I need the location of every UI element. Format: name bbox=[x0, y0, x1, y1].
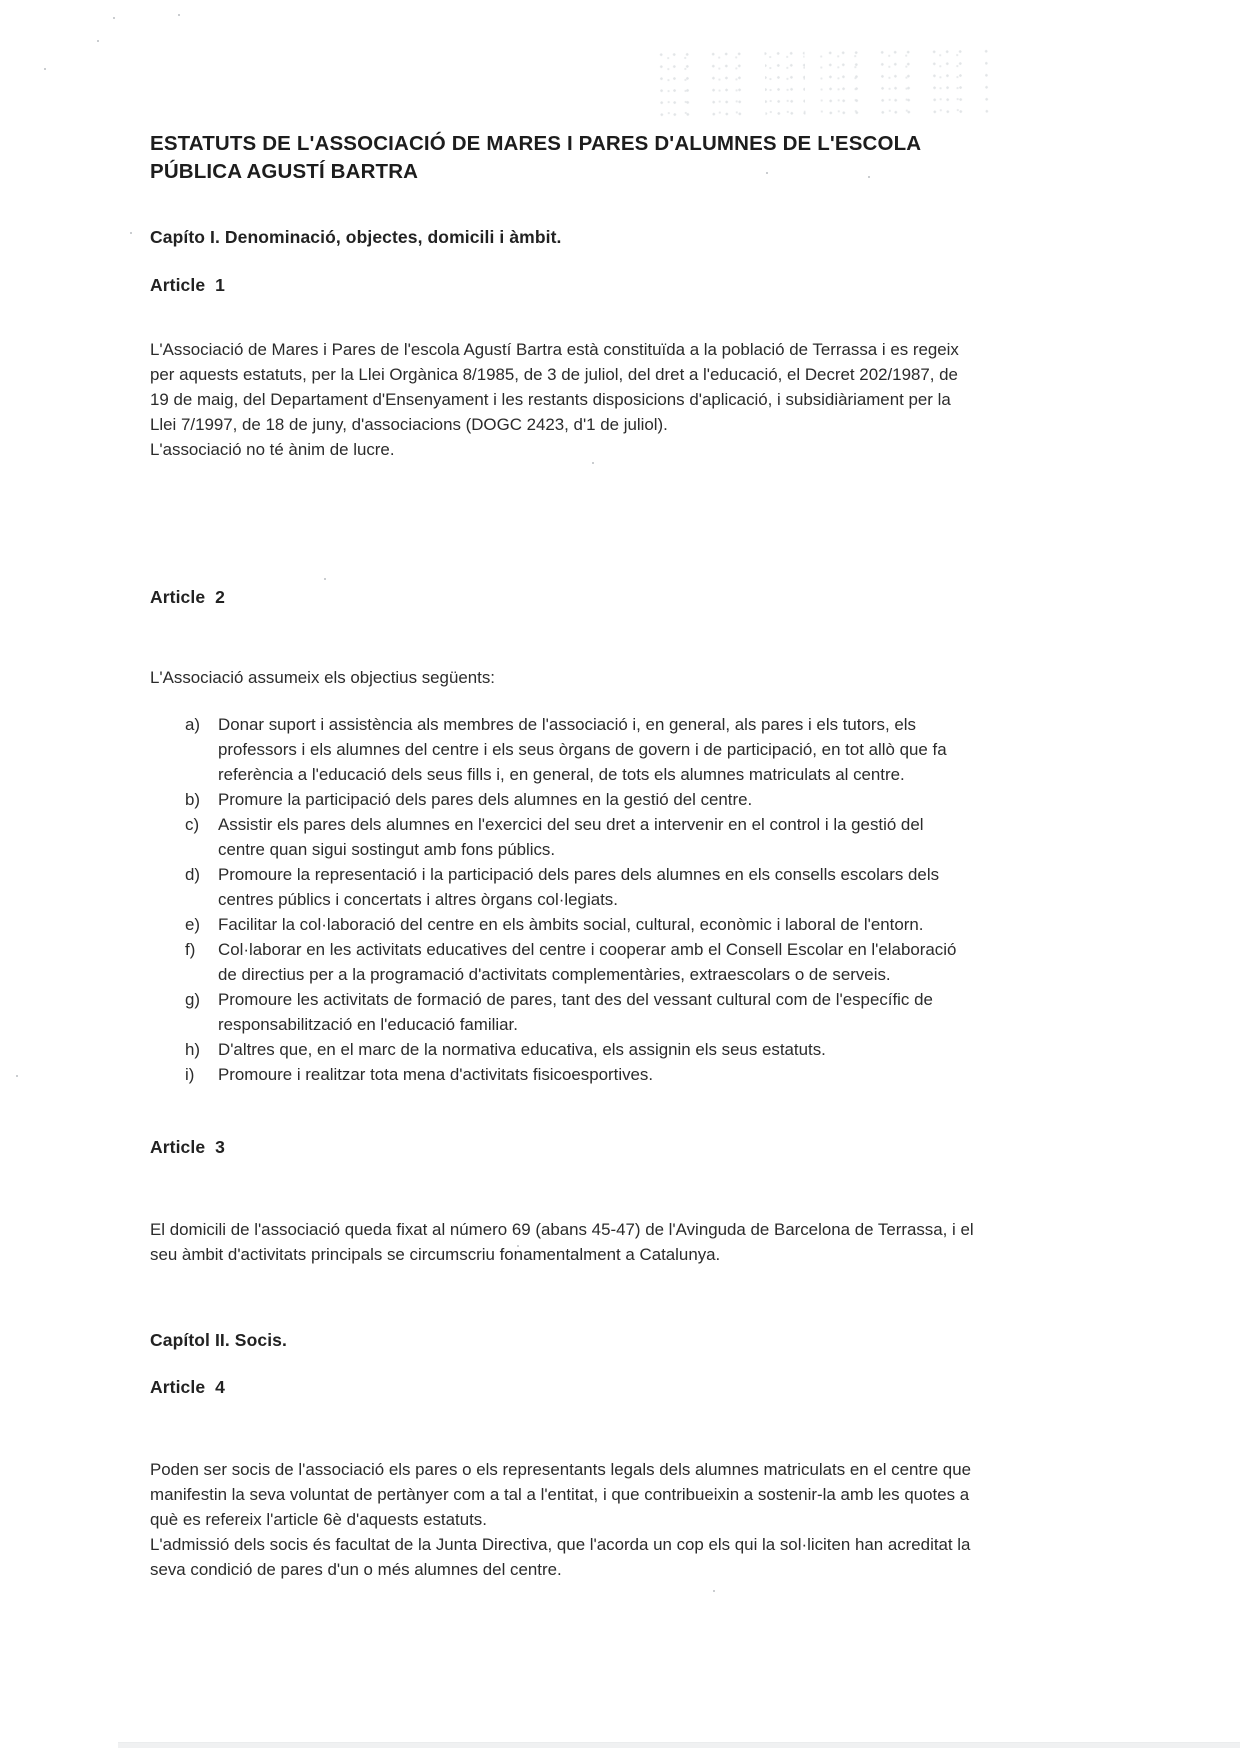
chapter2-heading: Capítol II. Socis. bbox=[150, 1330, 287, 1350]
scan-speck bbox=[713, 1590, 715, 1592]
list-item-text: Col·laborar en les activitats educatives del centre i cooperar amb el Consell Escolar en l'elaboració de directius per a la programació d'activitats complementàries, extraescolars o de serveis. bbox=[218, 940, 957, 984]
article1-body bbox=[150, 337, 974, 462]
list-item bbox=[150, 712, 974, 787]
list-item-text: Assistir els pares dels alumnes en l'exercici del seu dret a intervenir en el control i la gestió del centre quan sigui sostingut amb fons públics. bbox=[218, 815, 924, 859]
article3-heading: Article 3 bbox=[150, 1137, 225, 1157]
list-item bbox=[150, 787, 974, 812]
faint-stamp-mark bbox=[655, 45, 991, 123]
scan-speck bbox=[324, 578, 326, 580]
scan-speck bbox=[44, 68, 46, 70]
article1-heading: Article 1 bbox=[150, 275, 225, 295]
list-item bbox=[150, 1037, 974, 1062]
list-item-text: D'altres que, en el marc de la normativa educativa, els assignin els seus estatuts. bbox=[218, 1040, 826, 1059]
article2-intro: L'Associació assumeix els objectius següents: bbox=[150, 668, 495, 687]
list-item-label: d) bbox=[185, 865, 201, 884]
list-item-label: h) bbox=[185, 1040, 201, 1059]
article3-body: El domicili de l'associació queda fixat al número 69 (abans 45-47) de l'Avinguda de Barcelona de Terrassa, i el seu àmbit d'activitats principals se circumscriu fonamentalment a Catalunya. bbox=[150, 1220, 974, 1264]
list-item-text: Promoure la representació i la participació dels pares dels alumnes en els consells escolars dels centres públics i concertats i altres òrgans col·legiats. bbox=[218, 865, 940, 909]
article4-paragraph1: Poden ser socis de l'associació els pares o els representants legals dels alumnes matriculats en el centre que manifestin la seva voluntat de pertànyer com a tal a l'entitat, i que contribueixin a sostenir-la amb les quotes a què es refereix l'article 6è d'aquests estatuts. bbox=[150, 1460, 971, 1529]
article1-paragraph2: L'associació no té ànim de lucre. bbox=[150, 440, 395, 459]
list-item-label: f) bbox=[185, 940, 196, 959]
document-title: ESTATUTS DE L'ASSOCIACIÓ DE MARES I PARES D'ALUMNES DE L'ESCOLA PÚBLICA AGUSTÍ BARTRA bbox=[150, 132, 921, 183]
list-item-text: Promoure les activitats de formació de pares, tant des del vessant cultural com de l'específic de responsabilització en l'educació familiar. bbox=[218, 990, 933, 1034]
page-bottom-scan-line bbox=[118, 1742, 1240, 1748]
list-item bbox=[150, 937, 974, 987]
scan-speck bbox=[592, 462, 594, 464]
scan-speck bbox=[97, 40, 99, 42]
article4-paragraph2: L'admissió dels socis és facultat de la Junta Directiva, que l'acorda un cop els qui la sol·liciten han acreditat la seva condició de pares d'un o més alumnes del centre. bbox=[150, 1535, 971, 1579]
list-item bbox=[150, 987, 974, 1037]
list-item-text: Promoure i realitzar tota mena d'activitats fisicoesportives. bbox=[218, 1065, 654, 1084]
list-item-label: a) bbox=[185, 715, 201, 734]
article2-heading: Article 2 bbox=[150, 587, 225, 607]
list-item-text: Facilitar la col·laboració del centre en els àmbits social, cultural, econòmic i laboral de l'entorn. bbox=[218, 915, 924, 934]
scan-speck bbox=[16, 1075, 18, 1077]
scan-speck bbox=[130, 232, 132, 234]
scan-speck bbox=[113, 17, 115, 19]
article4-heading: Article 4 bbox=[150, 1377, 225, 1397]
list-item bbox=[150, 812, 974, 862]
list-item-label: i) bbox=[185, 1065, 195, 1084]
list-item-label: e) bbox=[185, 915, 201, 934]
scan-speck bbox=[178, 14, 180, 16]
list-item bbox=[150, 1062, 974, 1087]
chapter1-heading: Capíto I. Denominació, objectes, domicili i àmbit. bbox=[150, 227, 562, 247]
list-item bbox=[150, 912, 974, 937]
list-item-text: Promure la participació dels pares dels alumnes en la gestió del centre. bbox=[218, 790, 753, 809]
list-item bbox=[150, 862, 974, 912]
list-item-text: Donar suport i assistència als membres de l'associació i, en general, als pares i els tutors, els professors i els alumnes del centre i els seus òrgans de govern i de participació, en tot allò que fa referència a l'educació dels seus fills i, en general, de tots els alumnes matriculats al centre. bbox=[218, 715, 947, 784]
article1-paragraph: L'Associació de Mares i Pares de l'escola Agustí Bartra està constituïda a la població de Terrassa i es regeix per aquests estatuts, per la Llei Orgànica 8/1985, de 3 de juliol, del dret a l'educació, el Decret 202/1987, de 19 de maig, del Departament d'Ensenyament i les restants disposicions d'aplicació, i subsidiàriament per la Llei 7/1997, de 18 de juny, d'associacions (DOGC 2423, d'1 de juliol). bbox=[150, 340, 959, 434]
article4-body bbox=[150, 1457, 974, 1582]
article2-objectives-list bbox=[150, 712, 974, 1087]
list-item-label: c) bbox=[185, 815, 200, 834]
list-item-label: b) bbox=[185, 790, 201, 809]
list-item-label: g) bbox=[185, 990, 201, 1009]
